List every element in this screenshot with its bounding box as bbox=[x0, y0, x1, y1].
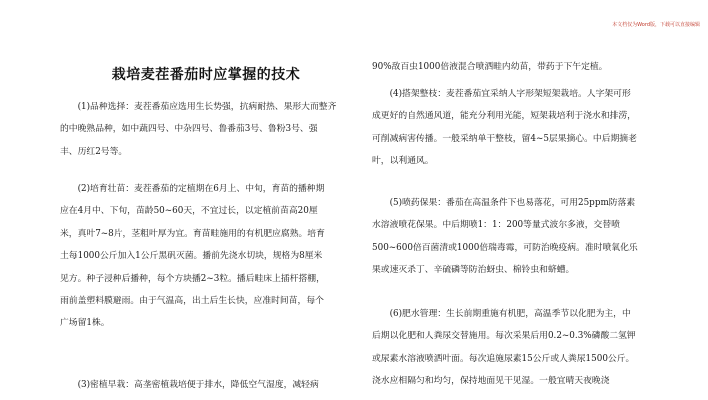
text-line: 叶，以利通风。 bbox=[372, 156, 434, 167]
watermark-note bbox=[580, 22, 700, 29]
paragraph-seedling-cultivation bbox=[60, 178, 352, 335]
text-line: 应在4月中、下旬，苗龄50~60天，不宜过长，以定植前苗高20厘 bbox=[60, 206, 318, 217]
text-line: 果或速灭杀丁、辛硫磷等防治蚜虫、棉铃虫和蛴螬。 bbox=[372, 265, 575, 276]
text-line: (6)肥水管理：生长前期重施有机肥，高温季节以化肥为主，中 bbox=[389, 309, 631, 319]
text-line: 土每1000公斤加入1公斤黑矾灭菌。播前先浇水切块，规格为8厘米 bbox=[60, 251, 323, 262]
text-line: 成更好的自然通风道，能充分利用光能，短架栽培利于浇水和排涝， bbox=[372, 111, 636, 122]
text-line: (5)喷药保果：番茄在高温条件下也易落花，可用25ppm防落素 bbox=[389, 198, 636, 208]
text-line: 见方。种子浸种后播种，每个方块播2~3粒。播后畦床上插杆搭棚， bbox=[60, 273, 325, 284]
paragraph-variety-selection bbox=[60, 96, 352, 163]
text-line: 或尿素水溶液喷洒叶面。每次追施尿素15公斤或人粪尿1500公斤。 bbox=[372, 353, 635, 364]
text-line: 后期以化肥和人粪尿交替施用。每次采果后用0.2~0.3%磷酸二氢钾 bbox=[372, 331, 636, 342]
text-line: 雨前盖塑料膜避雨。由于气温高，出土后生长快，应准时间苗，每个 bbox=[60, 296, 324, 307]
text-line: (2)培育壮苗：麦茬番茄的定植期在6月上、中旬，育苗的播种期 bbox=[77, 184, 325, 194]
text-line: 水溶液喷花保果。中后期喷1：1：200等量式波尔多液，交替喷 bbox=[372, 220, 620, 231]
text-line: (1)品种选择：麦茬番茄应选用生长势强，抗病耐热、果形大而整齐 bbox=[77, 102, 337, 112]
document-title: 栽培麦茬番茄时应掌握的技术 bbox=[111, 67, 301, 83]
text-line: 的中晚熟品种，如中蔬四号、中杂四号、鲁番茄3号、鲁粉3号、强 bbox=[60, 124, 318, 135]
text-line: 广场留1株。 bbox=[60, 318, 110, 329]
text-line: (4)搭架整枝：麦茬番茄宜采纳人字形架短架栽培。人字架可形 bbox=[389, 89, 631, 99]
text-line: 浇水应相隔匀和均匀，保持地面见干见湿。一般宜晴天夜晚浇 bbox=[372, 376, 610, 387]
text-line: 500~600倍百菌清或1000倍瑞毒霉，可防治晚疫病。准时喷氧化乐 bbox=[372, 242, 638, 253]
paragraph-spray-protection bbox=[372, 192, 668, 282]
watermark-text: 本文档仅为Word版，下载可以直接编辑 bbox=[612, 22, 700, 28]
paragraph-continued bbox=[372, 56, 668, 78]
text-line: 米，真叶7~8片，茎粗叶厚为宜。育苗畦施用的有机肥应腐熟。培育 bbox=[60, 228, 325, 239]
paragraph-fertilizer-water bbox=[372, 303, 668, 393]
paragraph-dense-planting bbox=[60, 374, 352, 396]
text-line: 90%敌百虫1000倍液混合喷洒畦内幼苗，带药于下午定植。 bbox=[372, 62, 608, 72]
text-line: 丰、历红2号等。 bbox=[60, 146, 128, 157]
paragraph-trellis-pruning bbox=[372, 83, 668, 173]
text-line: 可削减病害传播。一般采纳单干整枝，留4~5层果摘心。中后期摘老 bbox=[372, 133, 637, 144]
text-line: (3)密植早栽：高垄密植栽培便于排水，降低空气湿度，减轻病 bbox=[77, 380, 319, 390]
